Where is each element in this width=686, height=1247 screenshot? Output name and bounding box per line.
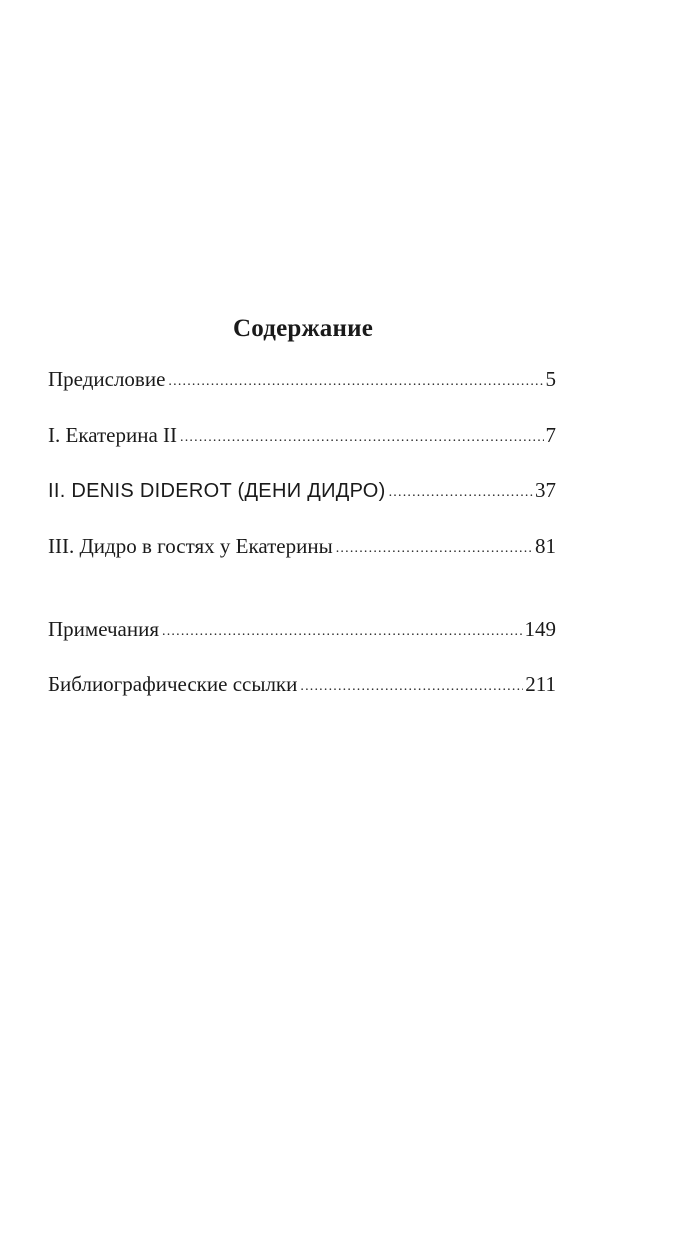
dot-leader <box>180 425 543 451</box>
toc-title: Содержание <box>232 315 373 342</box>
toc-entry-bibliography <box>48 671 556 701</box>
toc-entry-page: 7 <box>545 423 556 447</box>
dot-leader <box>300 674 523 700</box>
toc-entry-page: 149 <box>524 617 556 641</box>
toc-entry-page: 5 <box>545 367 556 391</box>
dot-leader <box>389 480 533 506</box>
toc-entry-preface <box>48 366 556 396</box>
toc-entry-page: 37 <box>535 478 556 502</box>
toc-entry-chapter-1 <box>48 422 556 452</box>
toc-entry-label: Библиографические ссылки <box>48 672 298 696</box>
dot-leader <box>162 619 522 645</box>
toc-entry-page: 81 <box>535 534 556 558</box>
dot-leader <box>336 536 533 562</box>
toc-entry-notes <box>48 616 556 646</box>
toc-entry-label: II. DENIS DIDEROT (ДЕНИ ДИДРО) <box>48 480 386 502</box>
toc-entry-label: Примечания <box>48 617 160 641</box>
toc-entry-chapter-3 <box>48 533 556 563</box>
toc-entry-chapter-2 <box>48 477 556 507</box>
toc-entry-page: 211 <box>525 672 556 696</box>
toc-entry-label: I. Екатерина II <box>48 423 178 447</box>
dot-leader <box>168 369 543 395</box>
toc-entry-label: Предисловие <box>48 367 166 391</box>
toc-entry-label: III. Дидро в гостях у Екатерины <box>48 534 333 558</box>
